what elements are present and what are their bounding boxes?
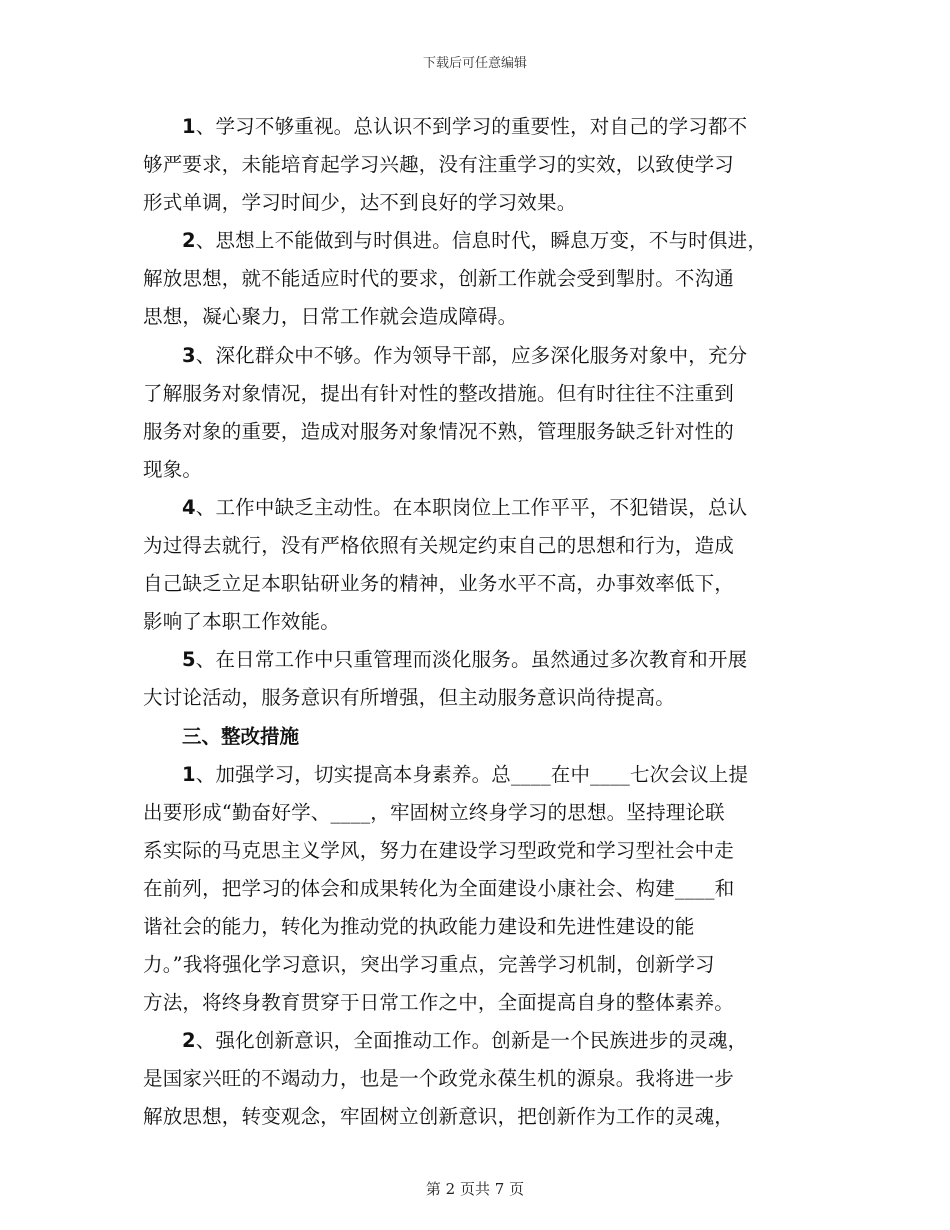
paragraph-1	[143, 108, 815, 222]
paragraph-text: 、深化群众中不够。作为领导干部，应多深化服务对象中，充分 了解服务对象情况，提出有针对性的整改措施。但有时往往不注重到 服务对象的重要，造成对服务对象情况不熟，管理服务缺乏针对性的 现象。	[143, 343, 748, 481]
paragraph-text: 、在日常工作中只重管理而淡化服务。虽然通过多次教育和开展 大讨论活动，服务意识有所增强，但主动服务意识尚待提高。	[143, 648, 748, 710]
item-number: 5	[182, 648, 196, 672]
item-number: 1	[182, 762, 196, 786]
paragraph-2	[143, 222, 815, 336]
paragraph-4	[143, 489, 815, 641]
item-number: 2	[182, 1029, 196, 1053]
measure-2	[143, 1022, 815, 1136]
section-heading: 三、整改措施	[182, 724, 300, 748]
paragraph-text: 、思想上不能做到与时俱进。信息时代，瞬息万变，不与时俱进， 解放思想，就不能适应时代的要求，创新工作就会受到掣肘。不沟通 思想，凝心聚力，日常工作就会造成障碍。	[143, 229, 768, 329]
paragraph-5	[143, 641, 815, 717]
paragraph-text: 、强化创新意识，全面推动工作。创新是一个民族进步的灵魂， 是国家兴旺的不竭动力，也是一个政党永葆生机的源泉。我将进一步 解放思想，转变观念，牢固树立创新意识，把创新作为工作的灵魂，	[143, 1029, 748, 1129]
measure-1	[143, 756, 815, 1023]
page-footer: 第 2 页共 7 页	[425, 1180, 525, 1198]
item-number: 1	[182, 115, 196, 138]
paragraph-text: 、加强学习，切实提高本身素养。总____在中____七次会议上提 出要形成“勤奋好学、____，牢固树立终身学习的思想。坚持理论联 系实际的马克思主义学风，努力在建设学习型政党和学习型社会中走 在前列，把学习的体会和成果转化为全面建设小康社会、构建____和 谐社会的能力，转化为推动党的执政能力建设和先进性建设的能 力。”我将强化学习意识，突出学习重点，完善学习机制，创新学习 方法，将终身教育贯穿于日常工作之中，全面提高自身的整体素养。	[143, 762, 749, 1015]
item-number: 3	[182, 343, 196, 367]
paragraph-3	[143, 337, 815, 489]
item-number: 4	[182, 495, 196, 519]
paragraph-text: 、工作中缺乏主动性。在本职岗位上工作平平，不犯错误，总认 为过得去就行，没有严格依照有关规定约束自己的思想和行为，造成 自己缺乏立足本职钻研业务的精神，业务水平不高，办事效率低下， 影响了本职工作效能。	[143, 495, 748, 634]
paragraph-text: 、学习不够重视。总认识不到学习的重要性，对自己的学习都不 够严要求，未能培育起学习兴趣，没有注重学习的实效，以致使学习 形式单调，学习时间少，达不到良好的学习效果。	[143, 115, 748, 215]
document-body	[143, 108, 815, 1137]
item-number: 2	[182, 229, 196, 253]
page-header: 下载后可任意编辑	[422, 56, 527, 71]
